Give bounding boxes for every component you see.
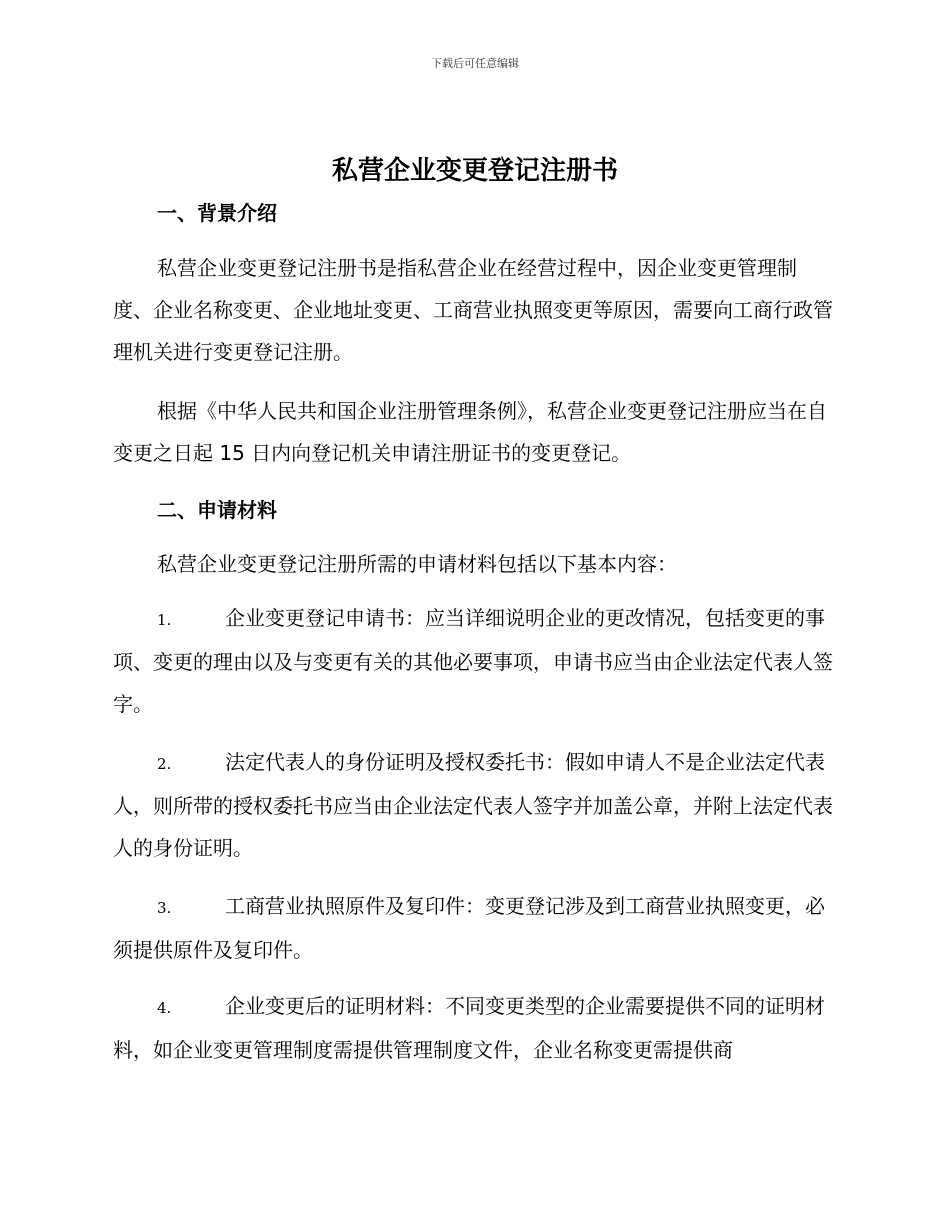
list-item-number: 3. bbox=[157, 899, 172, 917]
section-heading-materials: 二、申请材料 bbox=[157, 498, 277, 522]
list-item bbox=[113, 885, 835, 971]
document-title: 私营企业变更登记注册书 bbox=[331, 156, 618, 186]
list-item-number: 4. bbox=[157, 999, 172, 1017]
header-note: 下载后可任意编辑 bbox=[431, 57, 519, 70]
background-paragraph-1: 私营企业变更登记注册书是指私营企业在经营过程中，因企业变更管理制度、企业名称变更、企业地址变更、工商营业执照变更等原因，需要向工商行政管理机关进行变更登记注册。 bbox=[113, 256, 833, 364]
background-paragraph-2: 根据《中华人民共和国企业注册管理条例》，私营企业变更登记注册应当在自变更之日起 15 日内向登记机关申请注册证书的变更登记。 bbox=[113, 399, 827, 465]
list-item bbox=[113, 597, 835, 725]
list-item-text: 工商营业执照原件及复印件：变更登记涉及到工商营业执照变更，必须提供原件及复印件。 bbox=[113, 894, 825, 962]
list-item-text: 企业变更登记申请书：应当详细说明企业的更改情况，包括变更的事项、变更的理由以及与变更有关的其他必要事项，申请书应当由企业法定代表人签字。 bbox=[113, 606, 833, 716]
list-item-text: 法定代表人的身份证明及授权委托书：假如申请人不是企业法定代表人，则所带的授权委托书应当由企业法定代表人签字并加盖公章，并附上法定代表人的身份证明。 bbox=[113, 750, 833, 860]
list-item bbox=[113, 741, 835, 869]
list-item-number: 1. bbox=[157, 611, 172, 629]
materials-intro: 私营企业变更登记注册所需的申请材料包括以下基本内容： bbox=[157, 552, 677, 576]
list-item-number: 2. bbox=[157, 755, 172, 773]
list-item-text: 企业变更后的证明材料：不同变更类型的企业需要提供不同的证明材料，如企业变更管理制度需提供管理制度文件，企业名称变更需提供商 bbox=[113, 994, 825, 1062]
list-item bbox=[113, 985, 835, 1071]
section-heading-background: 一、背景介绍 bbox=[157, 201, 277, 225]
